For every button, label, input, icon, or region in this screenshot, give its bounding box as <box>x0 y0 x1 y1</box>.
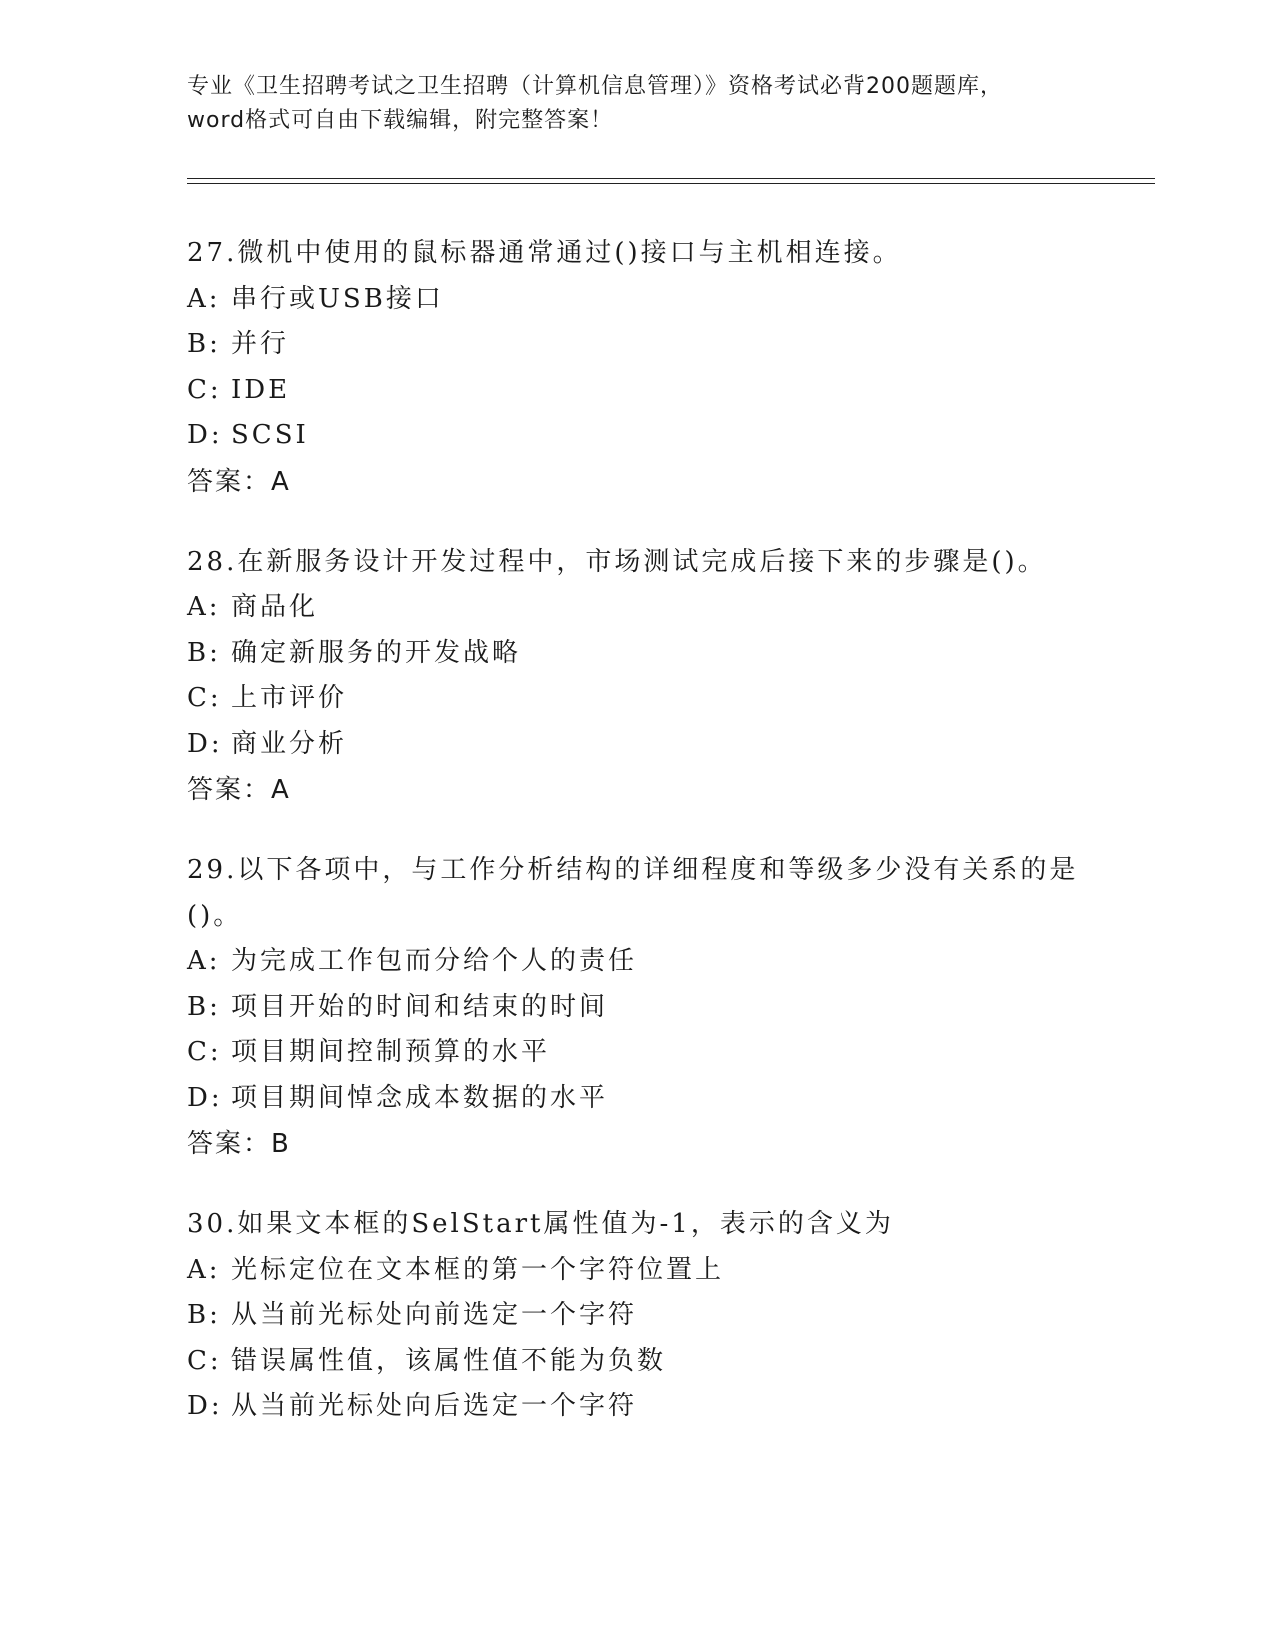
option-letter: B: <box>187 637 221 668</box>
option-letter: B: <box>187 1300 221 1330</box>
question-27 <box>187 231 1137 505</box>
option-text: 项目开始的时间和结束的时间 <box>231 991 609 1022</box>
option-b <box>187 322 1137 368</box>
option-b <box>187 985 1137 1031</box>
option-c <box>187 1339 1137 1385</box>
document-header <box>187 70 1087 138</box>
option-d <box>187 1076 1137 1122</box>
question-28 <box>187 540 1137 814</box>
option-letter: C: <box>187 374 222 405</box>
option-text: 项目期间悼念成本数据的水平 <box>231 1082 609 1113</box>
option-text: 商业分析 <box>231 728 348 759</box>
option-c <box>187 368 1137 414</box>
option-a <box>187 585 1137 631</box>
option-text: 上市评价 <box>231 683 348 713</box>
header-title-line-2: word格式可自由下载编辑，附完整答案！ <box>187 108 614 133</box>
question-30 <box>187 1202 1137 1430</box>
question-list <box>187 231 1137 1465</box>
option-d <box>187 722 1137 768</box>
answer-line: 答案：A <box>187 466 291 497</box>
option-c <box>187 676 1137 722</box>
option-text: 确定新服务的开发战略 <box>231 637 522 668</box>
option-letter: D: <box>187 728 223 759</box>
header-title-line-1: 专业《卫生招聘考试之卫生招聘（计算机信息管理）》资格考试必背200题题库， <box>187 74 1003 99</box>
option-text: IDE <box>231 374 291 405</box>
option-letter: A: <box>187 283 221 314</box>
option-a <box>187 939 1137 985</box>
option-c <box>187 1030 1137 1076</box>
option-letter: C: <box>187 1037 222 1067</box>
option-text: 光标定位在文本框的第一个字符位置上 <box>231 1254 725 1285</box>
option-b <box>187 1293 1137 1339</box>
option-letter: A: <box>187 1254 221 1285</box>
option-d <box>187 413 1137 459</box>
option-b <box>187 631 1137 677</box>
option-text: 串行或USB接口 <box>231 283 444 314</box>
question-stem: 29.以下各项中，与工作分析结构的详细程度和等级多少没有关系的是 <box>187 855 1079 885</box>
option-letter: B: <box>187 991 221 1022</box>
option-text: 从当前光标处向后选定一个字符 <box>231 1391 638 1421</box>
option-letter: C: <box>187 683 222 713</box>
option-text: SCSI <box>231 420 309 450</box>
option-letter: A: <box>187 946 221 976</box>
header-divider-bottom <box>187 183 1155 184</box>
question-stem: 30.如果文本框的SelStart属性值为-1，表示的含义为 <box>187 1209 894 1239</box>
option-text: 从当前光标处向前选定一个字符 <box>231 1300 638 1330</box>
option-letter: D: <box>187 1082 223 1113</box>
option-text: 错误属性值，该属性值不能为负数 <box>231 1345 667 1376</box>
option-d <box>187 1384 1137 1430</box>
option-a <box>187 1248 1137 1294</box>
option-letter: D: <box>187 420 223 450</box>
question-stem: 28.在新服务设计开发过程中，市场测试完成后接下来的步骤是()。 <box>187 546 1047 577</box>
option-text: 为完成工作包而分给个人的责任 <box>231 946 638 976</box>
option-letter: B: <box>187 329 221 359</box>
option-a <box>187 277 1137 323</box>
answer-line: 答案：A <box>187 775 291 805</box>
question-29 <box>187 848 1137 1167</box>
option-letter: C: <box>187 1345 222 1376</box>
option-text: 并行 <box>231 329 290 359</box>
option-text: 商品化 <box>231 592 319 622</box>
header-divider-top <box>187 178 1155 179</box>
question-stem: 27.微机中使用的鼠标器通常通过()接口与主机相连接。 <box>187 238 902 268</box>
option-text: 项目期间控制预算的水平 <box>231 1037 551 1067</box>
option-letter: A: <box>187 592 221 622</box>
option-letter: D: <box>187 1391 223 1421</box>
answer-line: 答案：B <box>187 1129 291 1159</box>
question-stem-continued: ()。 <box>187 900 243 931</box>
